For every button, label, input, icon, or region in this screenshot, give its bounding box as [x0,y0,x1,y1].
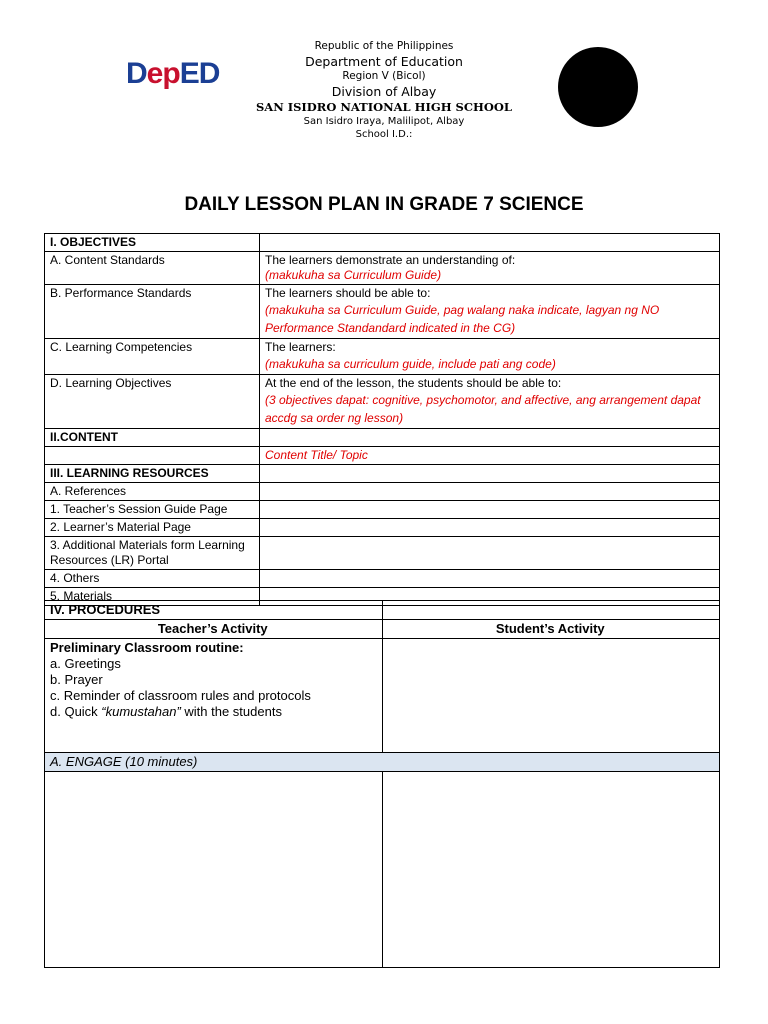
table-row [45,252,720,285]
performance-standards-value [260,285,720,339]
table-row [45,519,720,537]
resources-heading: III. LEARNING RESOURCES [45,465,260,483]
performance-standards-label: B. Performance Standards [45,285,260,339]
learning-objectives-note: (3 objectives dapat: cognitive, psychomotor, and affective, ang arrangement dapat accdg sa order ng lesson) [265,393,701,425]
department-line: Department of Education [305,53,463,69]
logo-d: D [126,57,147,90]
logo-ep: ep [146,57,180,90]
learning-competencies-value [260,339,720,375]
division-line: Division of Albay [331,83,437,99]
table-row [45,570,720,588]
empty-cell [260,429,720,447]
school-address: San Isidro Iraya, Malilipot, Albay [303,115,465,127]
empty-cell [260,537,720,570]
empty-cell [382,601,720,620]
performance-standards-line: The learners should be able to: [265,286,431,300]
routine-title [50,640,376,656]
materials-label: 5. Materials [45,588,260,606]
routine-item-prayer: b. Prayer [50,672,103,687]
content-heading: II.CONTENT [45,429,260,447]
table-row [45,483,720,501]
table-row [45,537,720,570]
empty-cell [45,447,260,465]
additional-materials-label: 3. Additional Materials form Learning Resources (LR) Portal [45,537,260,570]
republic-line: Republic of the Philippines [314,40,454,52]
lm-page-label: 2. Learner’s Material Page [45,519,260,537]
learning-competencies-line: The learners: [265,340,336,354]
empty-cell [260,465,720,483]
content-standards-value [260,252,720,285]
teacher-activity-header: Teacher’s Activity [45,620,383,639]
objectives-heading: I. OBJECTIVES [45,234,260,252]
content-topic-note: Content Title/ Topic [260,447,720,465]
objectives-table [44,233,720,606]
engage-student-cell [382,772,720,968]
performance-standards-note: (makukuha sa Curriculum Guide, pag walang naka indicate, lagyan ng NO Performance Standandard indicated in the CG) [265,303,660,335]
empty-cell [260,501,720,519]
tsg-page-label: 1. Teacher’s Session Guide Page [45,501,260,519]
kumustahan-post: with the students [180,704,282,719]
table-row [45,501,720,519]
logo-ed: ED [179,57,220,90]
kumustahan-em: “kumustahan” [101,704,181,719]
learning-objectives-line: At the end of the lesson, the students should be able to: [265,376,562,390]
learning-objectives-value [260,375,720,429]
others-label: 4. Others [45,570,260,588]
learning-competencies-note: (makukuha sa curriculum guide, include pati ang code) [265,357,556,371]
table-row [45,285,720,339]
routine-item-rules: c. Reminder of classroom rules and protocols [50,688,311,703]
procedures-table [44,600,720,968]
routine-item-kumustahan [50,704,376,720]
procedures-heading: IV. PROCEDURES [45,601,383,620]
learning-competencies-label: C. Learning Competencies [45,339,260,375]
student-routine-cell [382,639,720,753]
table-row [45,339,720,375]
table-row [45,234,720,252]
empty-cell [260,234,720,252]
content-standards-label: A. Content Standards [45,252,260,285]
table-row [45,465,720,483]
engage-band: A. ENGAGE (10 minutes) [45,753,720,772]
table-row [45,601,720,620]
table-row [45,375,720,429]
table-row [45,620,720,639]
content-standards-note: (makukuha sa Curriculum Guide) [265,268,442,282]
content-standards-line: The learners demonstrate an understanding of: [265,253,516,267]
table-row [45,753,720,772]
school-id: School I.D.: [355,128,413,140]
region-line: Region V (Bicol) [342,69,426,82]
routine-title-colon: : [239,640,244,655]
references-label: A. References [45,483,260,501]
learning-objectives-label: D. Learning Objectives [45,375,260,429]
empty-cell [260,570,720,588]
page-title: DAILY LESSON PLAN IN GRADE 7 SCIENCE [184,194,584,215]
empty-cell [260,519,720,537]
student-activity-header: Student’s Activity [382,620,720,639]
empty-cell [260,483,720,501]
letterhead [0,40,768,141]
engage-teacher-cell [45,772,383,968]
school-name: SAN ISIDRO NATIONAL HIGH SCHOOL [255,99,513,114]
kumustahan-pre: d. Quick [50,704,102,719]
table-row [45,639,720,753]
routine-cell [45,639,383,753]
routine-title-text: Preliminary Classroom routine [50,640,240,655]
routine-item-greetings: a. Greetings [50,656,121,671]
table-row [45,447,720,465]
table-row [45,772,720,968]
table-row [45,429,720,447]
